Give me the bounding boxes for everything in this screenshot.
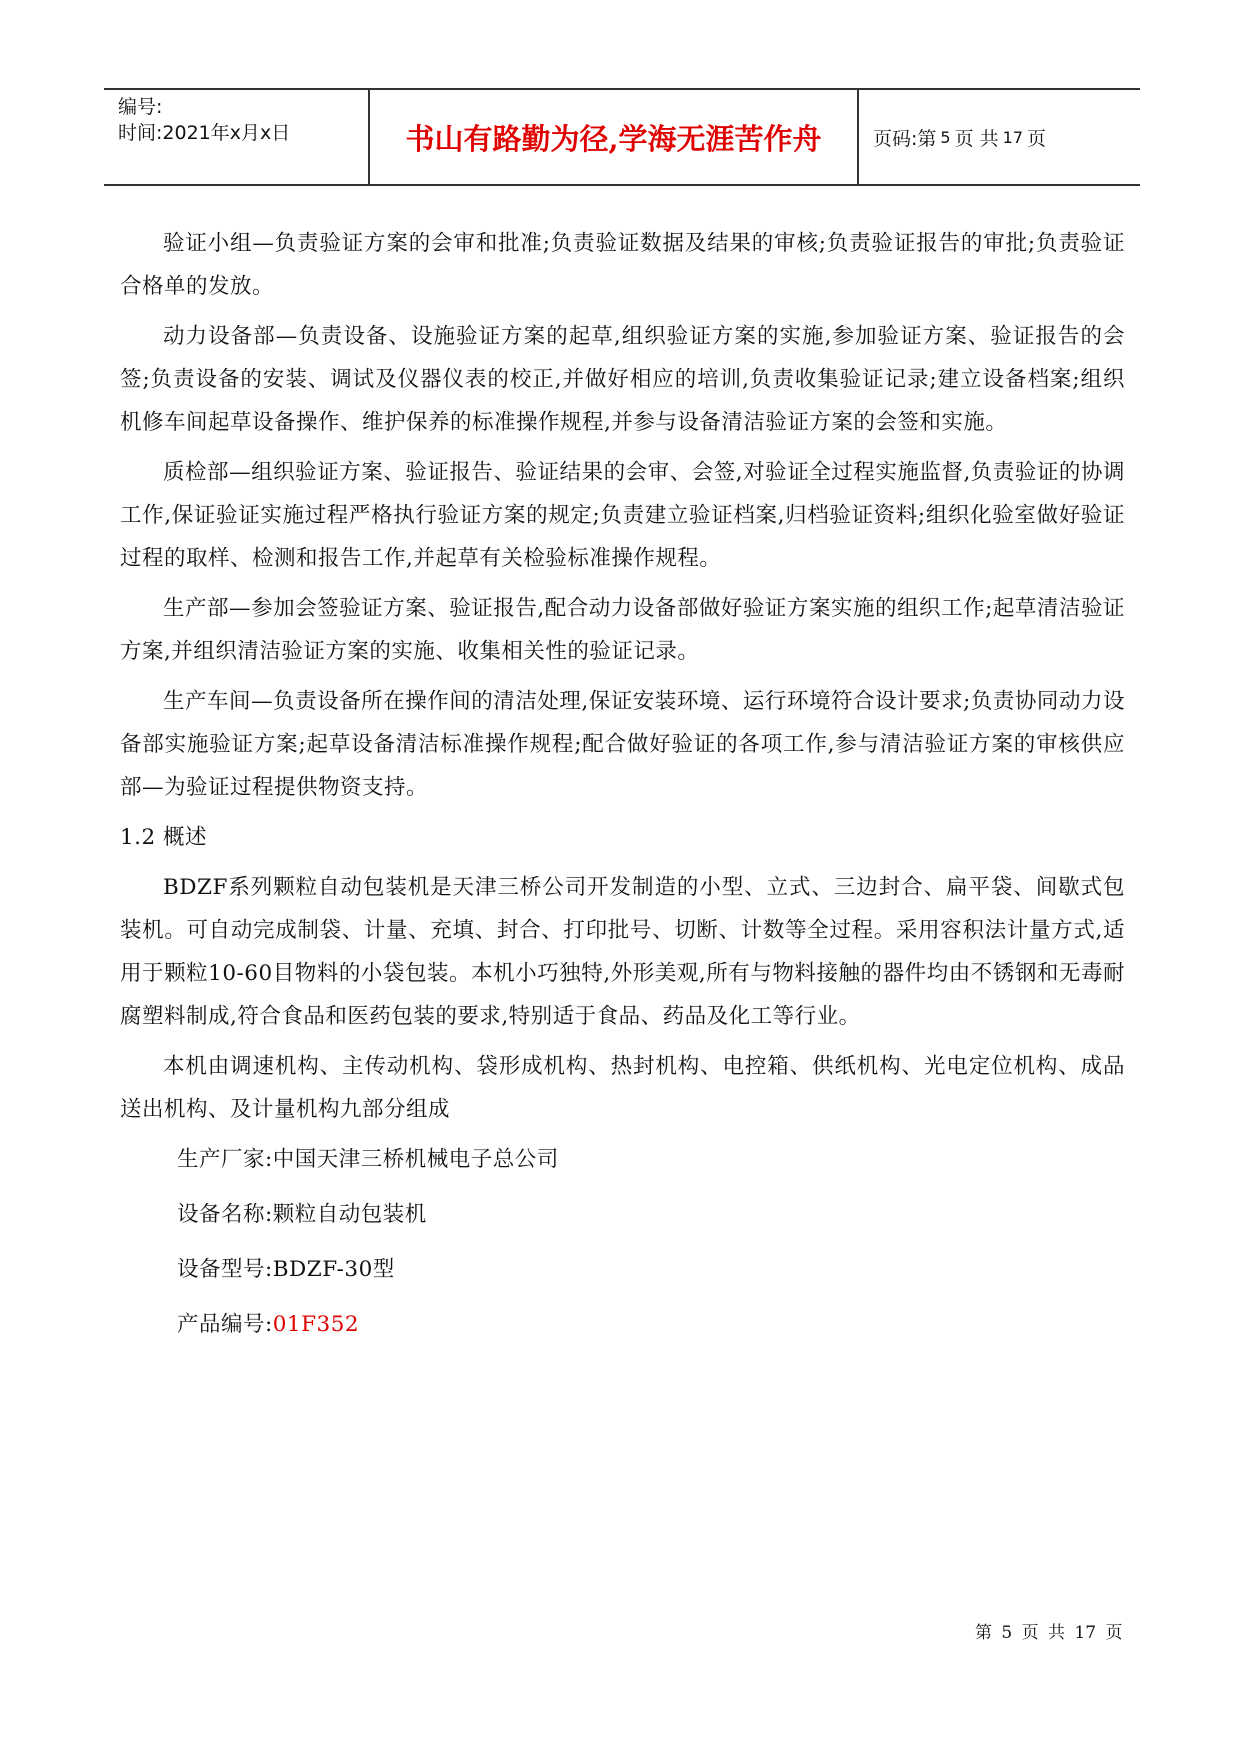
page-header xyxy=(104,88,1140,186)
paragraph-components: 本机由调速机构、主传动机构、袋形成机构、热封机构、电控箱、供纸机构、光电定位机构、成品送出机构、及计量机构九部分组成 xyxy=(120,1054,1125,1122)
paragraph-validation-team: 验证小组—负责验证方案的会审和批准;负责验证数据及结果的审核;负责验证报告的审批;负责验证合格单的发放。 xyxy=(120,231,1125,299)
header-page-info xyxy=(859,90,1140,184)
spec-serial-value: 01F352 xyxy=(272,1312,360,1337)
page-mid: 页 共 xyxy=(954,127,999,150)
spec-device-name: 设备名称:颗粒自动包装机 xyxy=(177,1202,427,1227)
section-title: 1.2 概述 xyxy=(120,825,208,850)
paragraph-overview: BDZF系列颗粒自动包装机是天津三桥公司开发制造的小型、立式、三边封合、扁平袋、间歇式包装机。可自动完成制袋、计量、充填、封合、打印批号、切断、计数等全过程。采用容积法计量方式,适用于颗粒10-60目物料的小袋包装。本机小巧独特,外形美观,所有与物料接触的器件均由不锈钢和无毒耐腐塑料制成,符合食品和医药包装的要求,特别适于食品、药品及化工等行业。 xyxy=(120,875,1125,1029)
page-total: 17 xyxy=(1002,127,1023,147)
paragraph-equipment-dept: 动力设备部—负责设备、设施验证方案的起草,组织验证方案的实施,参加验证方案、验证报告的会签;负责设备的安装、调试及仪器仪表的校正,并做好相应的培训,负责收集验证记录;建立设备档案;组织机修车间起草设备操作、维护保养的标准操作规程,并参与设备清洁验证方案的会签和实施。 xyxy=(120,324,1125,435)
page-footer: 第 5 页 共 17 页 xyxy=(975,1623,1123,1643)
spec-manufacturer: 生产厂家:中国天津三桥机械电子总公司 xyxy=(177,1147,559,1172)
page-prefix: 页码:第 xyxy=(873,127,937,150)
spec-serial xyxy=(120,1303,1125,1346)
document-body xyxy=(120,222,1125,1358)
spec-model: 设备型号:BDZF-30型 xyxy=(177,1257,395,1282)
page-suffix: 页 xyxy=(1027,127,1047,150)
document-number-label: 编号: xyxy=(118,96,163,118)
header-motto: 书山有路勤为径,学海无涯苦作舟 xyxy=(405,121,822,156)
page-current: 5 xyxy=(940,127,951,147)
paragraph-workshop: 生产车间—负责设备所在操作间的清洁处理,保证安装环境、运行环境符合设计要求;负责协同动力设备部实施验证方案;起草设备清洁标准操作规程;配合做好验证的各项工作,参与清洁验证方案的审核供应部—为验证过程提供物资支持。 xyxy=(120,689,1125,800)
document-time-label: 时间:2021年x月x日 xyxy=(118,122,291,144)
header-meta xyxy=(118,90,368,184)
paragraph-production-dept: 生产部—参加会签验证方案、验证报告,配合动力设备部做好验证方案实施的组织工作;起草清洁验证方案,并组织清洁验证方案的实施、收集相关性的验证记录。 xyxy=(120,596,1125,664)
spec-serial-label: 产品编号: xyxy=(177,1312,273,1337)
paragraph-qc-dept: 质检部—组织验证方案、验证报告、验证结果的会审、会签,对验证全过程实施监督,负责验证的协调工作,保证验证实施过程严格执行验证方案的规定;负责建立验证档案,归档验证资料;组织化验室做好验证过程的取样、检测和报告工作,并起草有关检验标准操作规程。 xyxy=(120,460,1125,571)
